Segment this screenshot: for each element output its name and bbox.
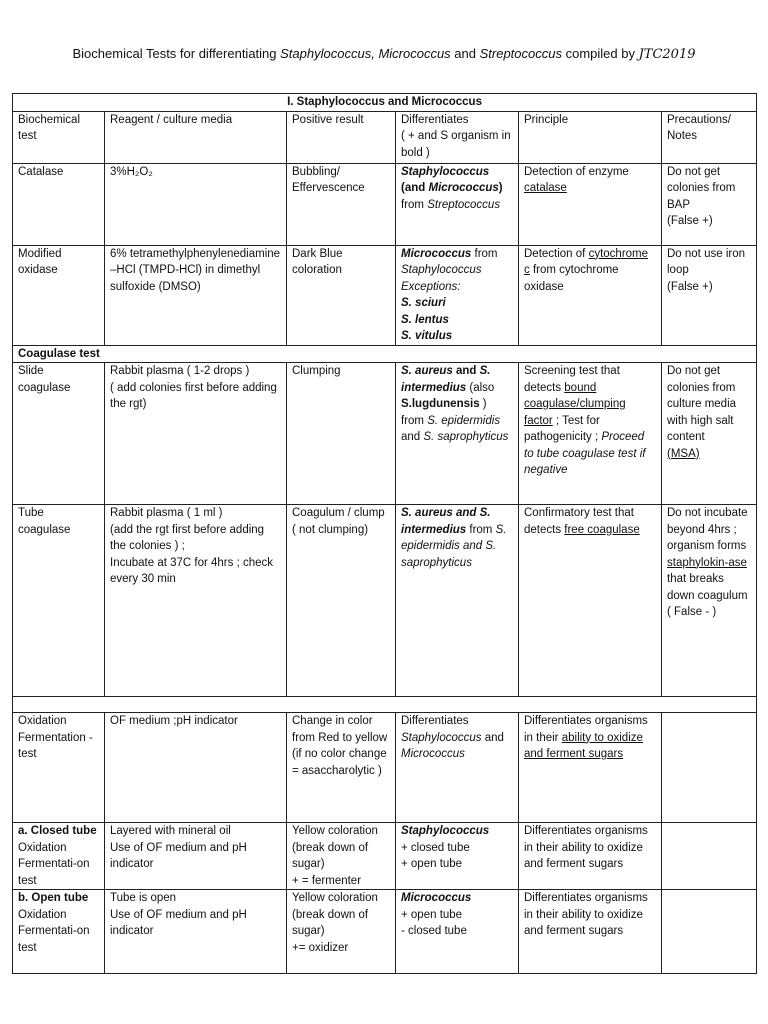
cell-positive [287, 713, 396, 823]
group-title: Coagulase test [13, 345, 757, 363]
header-reagent: Reagent / culture media [105, 111, 287, 163]
cell-notes [662, 245, 757, 345]
text: Do not get colonies from BAP [667, 165, 736, 211]
cell-test [13, 823, 105, 890]
cell-differentiates [396, 505, 519, 697]
text: + = fermenter [292, 874, 362, 887]
header-differentiates [396, 111, 519, 163]
cell-principle [519, 713, 662, 823]
cell-notes [662, 890, 757, 974]
cell-test: Modified oxidase [13, 245, 105, 345]
text: ( False - ) [667, 606, 717, 618]
section-title: I. Staphylococcus and Micrococcus [13, 94, 757, 112]
organism: Staphylococcus [401, 825, 490, 837]
text: Oxidation Fermentati-on test [18, 841, 90, 887]
cell-principle [519, 363, 662, 505]
cell-test: Catalase [13, 163, 105, 245]
text: ability to oxidize and ferment sugars [524, 731, 643, 760]
text: (if no color change = asaccharolytic ) [292, 748, 387, 777]
cell-notes [662, 713, 757, 823]
cell-reagent: 3%H₂O₂ [105, 163, 287, 245]
text: Use of OF medium and pH indicator [110, 908, 247, 937]
section-title-row [13, 94, 757, 112]
cell-differentiates [396, 823, 519, 890]
text: Yellow coloration (break down of sugar) [292, 892, 378, 937]
title-genus-streptococcus: Streptococcus [479, 46, 562, 61]
text: - closed tube [401, 925, 467, 937]
text: Screening test that detects [524, 365, 620, 394]
cell-differentiates [396, 245, 519, 345]
table-row [13, 505, 757, 697]
cell-notes [662, 823, 757, 890]
text: Detection of [524, 247, 589, 260]
text: Detection of enzyme [524, 165, 629, 178]
cell-positive [287, 823, 396, 890]
group-row [13, 345, 757, 363]
organism: Staphylococcus [401, 264, 482, 276]
organism: S. epidermidis [427, 414, 501, 427]
title-genus-micrococcus: Micrococcus [378, 46, 451, 61]
organism: S. aureus and S. intermedius [401, 507, 491, 536]
text: b. Open tube [18, 892, 89, 904]
text: Layered with mineral oil [110, 825, 231, 837]
text: that breaks down coagulum [667, 573, 748, 602]
text: and [401, 431, 424, 443]
cell-differentiates [396, 363, 519, 505]
table-row [13, 890, 757, 974]
table-row [13, 163, 757, 245]
spacer-row [13, 697, 757, 713]
biochemical-tests-table [12, 93, 757, 974]
text: and [452, 365, 480, 377]
organism: S. vitulus [401, 330, 453, 342]
organism: Micrococcus [428, 182, 499, 194]
text: Proceed to tube coagulase test if negative [524, 431, 646, 476]
text: (MSA) [667, 447, 700, 460]
organism: S. sciuri [401, 297, 446, 309]
text: catalase [524, 182, 567, 194]
header-principle: Principle [519, 111, 662, 163]
organism: S. lentus [401, 313, 449, 326]
cell-reagent [105, 505, 287, 697]
text: (also [466, 381, 495, 394]
text: Change in color from Red to yellow [292, 715, 388, 744]
text: Do not incubate beyond 4hrs ; organism forms [667, 507, 748, 552]
text: ( add colonies first before adding the rgt) [110, 381, 277, 410]
text: Yellow coloration (break down of sugar) [292, 825, 378, 870]
text: (False +) [667, 280, 713, 293]
header-notes: Precautions/ Notes [662, 111, 757, 163]
cell-test [13, 890, 105, 974]
text: ) [498, 182, 503, 194]
cell-principle: Differentiates organisms in their ability to oxidize and ferment sugars [519, 890, 662, 974]
header-diff-label: Differentiates [401, 113, 469, 126]
title-genus-staphylococcus: Staphylococcus, [280, 46, 375, 61]
text: + closed tube [401, 841, 470, 854]
cell-principle: Differentiates organisms in their ability to oxidize and ferment sugars [519, 823, 662, 890]
cell-differentiates [396, 713, 519, 823]
organism: S. intermedius [401, 365, 491, 394]
text: from [401, 414, 428, 427]
cell-reagent: OF medium ;pH indicator [105, 713, 287, 823]
cell-reagent [105, 823, 287, 890]
cell-reagent [105, 363, 287, 505]
text: bound coagulase/clumping factor [524, 381, 626, 427]
table-row [13, 245, 757, 345]
cell-test: Slide coagulase [13, 363, 105, 505]
text: Use of OF medium and pH indicator [110, 841, 247, 870]
cell-test: Tube coagulase [13, 505, 105, 697]
text: from cytochrome oxidase [524, 264, 619, 293]
cell-positive: Coagulum / clump ( not clumping) [287, 505, 396, 697]
cell-notes [662, 363, 757, 505]
text: from [466, 523, 496, 536]
text: Do not get colonies from culture media with high salt content [667, 365, 737, 443]
text: from [401, 198, 428, 211]
cell-principle [519, 505, 662, 697]
cell-positive [287, 890, 396, 974]
header-row [13, 111, 757, 163]
cell-notes [662, 505, 757, 697]
text: Incubate at 37C for 4hrs ; check every 30 min [110, 556, 274, 585]
text: and [481, 731, 504, 744]
text: + open tube [401, 908, 463, 921]
text: += oxidizer [292, 941, 349, 954]
table-row [13, 363, 757, 505]
title-text: Biochemical Tests for differentiating [72, 46, 281, 61]
text: (add the rgt first before adding the colonies ) ; [110, 523, 265, 552]
text: Rabbit plasma ( 1-2 drops ) [110, 365, 250, 377]
cell-principle [519, 245, 662, 345]
text: a. Closed tube [18, 825, 97, 837]
cell-positive: Bubbling/ Effervescence [287, 163, 396, 245]
cell-reagent: 6% tetramethylphenylenediamine –HCl (TMPD-HCl) in dimethyl sulfoxide (DMSO) [105, 245, 287, 345]
text: Tube is open [110, 892, 177, 904]
organism: S. epidermidis and S. saprophyticus [401, 523, 507, 569]
text: (and [401, 182, 429, 194]
cell-differentiates [396, 163, 519, 245]
text: Oxidation Fermentati-on test [18, 908, 90, 954]
organism: S. saprophyticus [423, 431, 509, 443]
cell-differentiates [396, 890, 519, 974]
organism: Micrococcus [401, 247, 472, 260]
organism: Micrococcus [401, 892, 472, 904]
cell-positive: Dark Blue coloration [287, 245, 396, 345]
text: ) [479, 398, 487, 410]
cell-test: Oxidation Fermentation -test [13, 713, 105, 823]
text: Differentiates [401, 715, 469, 727]
organism: Streptococcus [427, 198, 501, 211]
text: cytochrome c [524, 247, 649, 276]
cell-reagent [105, 890, 287, 974]
title-and: and [450, 46, 480, 61]
text: ; Test for pathogenicity ; [524, 414, 602, 443]
cell-principle [519, 163, 662, 245]
text: free coagulase [564, 523, 640, 536]
organism: S. aureus [401, 365, 453, 377]
table-row [13, 823, 757, 890]
text: staphylokin-ase [667, 556, 747, 569]
author-signature: JTC2019 [638, 47, 696, 62]
organism: Staphylococcus [401, 165, 490, 178]
text: (False +) [667, 215, 713, 227]
organism: S.lugdunensis [401, 398, 480, 410]
text: Confirmatory test that detects [524, 507, 634, 536]
spacer-cell [13, 697, 757, 713]
header-positive: Positive result [287, 111, 396, 163]
text: Differentiates organisms in their [524, 715, 648, 744]
cell-positive: Clumping [287, 363, 396, 505]
header-diff-note: ( + and S organism in bold ) [401, 130, 511, 159]
organism: Micrococcus [401, 748, 465, 760]
organism: Staphylococcus [401, 731, 482, 744]
text: + open tube [401, 858, 463, 870]
text: from [471, 247, 498, 260]
text: Rabbit plasma ( 1 ml ) [110, 507, 223, 519]
document-title [0, 46, 768, 62]
text: Exceptions: [401, 280, 461, 293]
header-test: Biochemical test [13, 111, 105, 163]
title-compiled-by: compiled by [561, 46, 639, 61]
text: Do not use iron loop [667, 247, 745, 276]
cell-notes [662, 163, 757, 245]
table-row [13, 713, 757, 823]
